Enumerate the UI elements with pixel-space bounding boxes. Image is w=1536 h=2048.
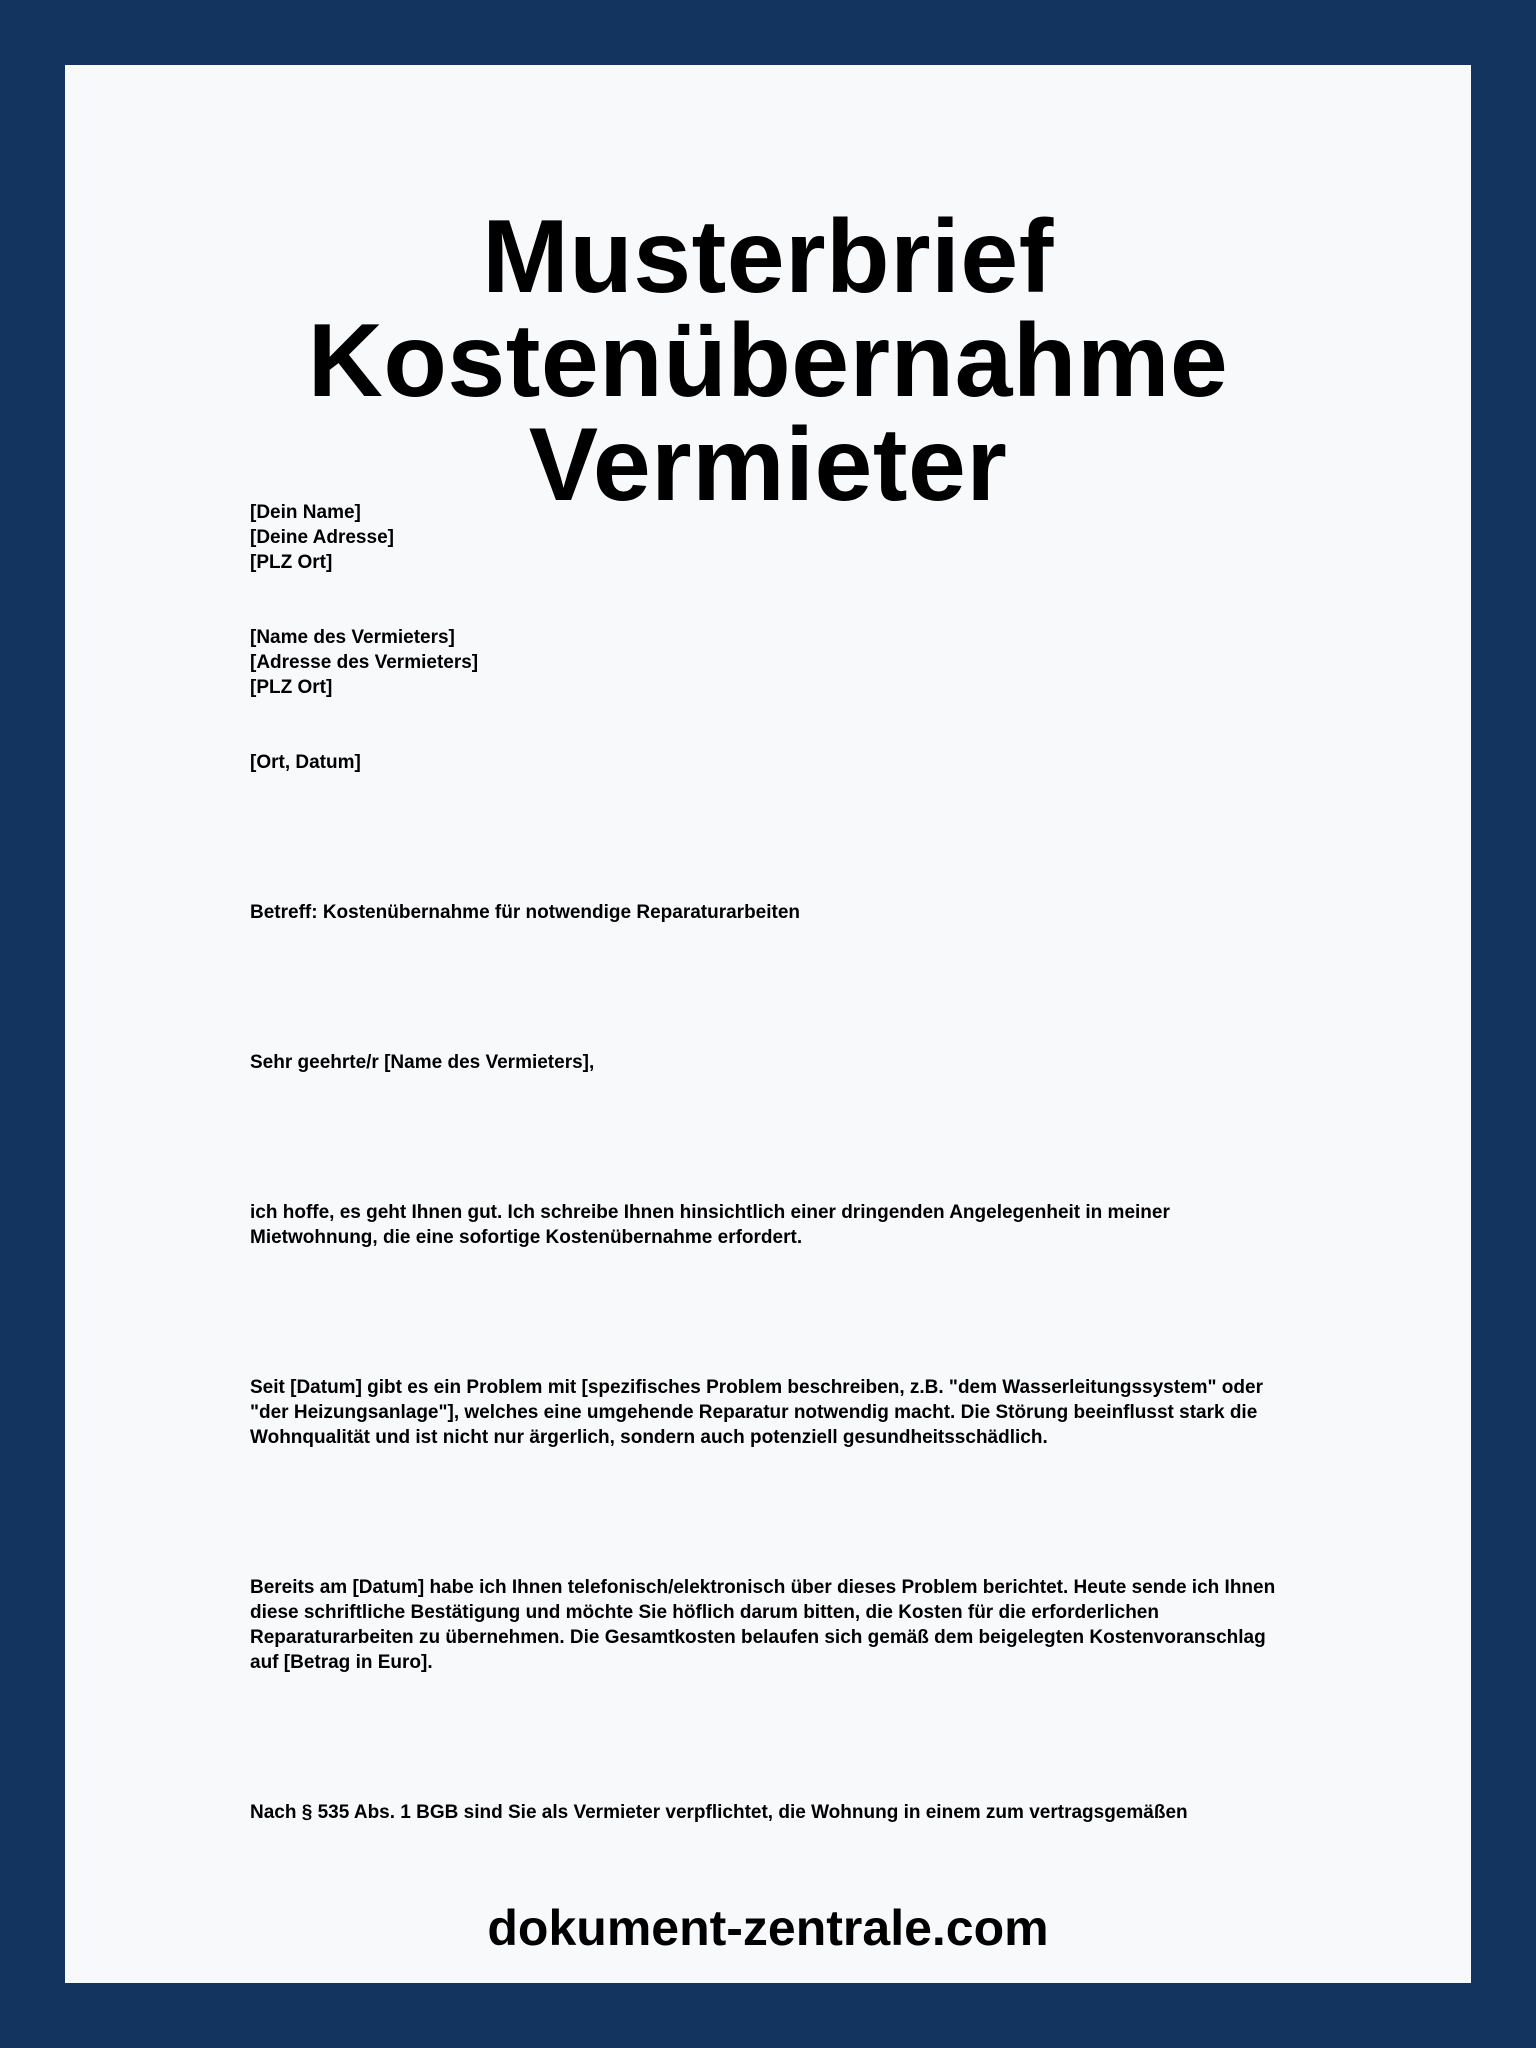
recipient-address xyxy=(250,625,1280,700)
footer-site: dokument-zentrale.com xyxy=(487,1900,1049,1956)
paragraph-2: Seit [Datum] gibt es ein Problem mit [spezifisches Problem beschreiben, z.B. "dem Wasserleitungssystem" oder "der Heizungsanlage"], welches eine umgehende Reparatur notwendig macht. Die Störung beeinflusst stark die Wohnqualität und ist nicht nur ärgerlich, sondern auch potenziell gesundheitsschädlich. xyxy=(250,1377,1263,1448)
subject-line: Betreff: Kostenübernahme für notwendige Reparaturarbeiten xyxy=(250,902,801,923)
salutation: Sehr geehrte/r [Name des Vermieters], xyxy=(250,1052,595,1073)
sender-address xyxy=(250,500,1280,575)
recipient-city: [PLZ Ort] xyxy=(250,677,333,698)
paragraph-1: ich hoffe, es geht Ihnen gut. Ich schreibe Ihnen hinsichtlich einer dringenden Angelegenheit in meiner Mietwohnung, die eine sofortige Kostenübernahme erfordert. xyxy=(250,1202,1170,1248)
recipient-street: [Adresse des Vermieters] xyxy=(250,652,479,673)
recipient-name: [Name des Vermieters] xyxy=(250,627,455,648)
place-date: [Ort, Datum] xyxy=(250,752,361,773)
sender-city: [PLZ Ort] xyxy=(250,552,333,573)
title-line-1: Musterbrief xyxy=(482,199,1054,315)
document-title xyxy=(65,199,1471,523)
document-page xyxy=(65,65,1471,1983)
paragraph-4: Nach § 535 Abs. 1 BGB sind Sie als Vermieter verpflichtet, die Wohnung in einem zum vertragsgemäßen xyxy=(250,1802,1188,1823)
sender-street: [Deine Adresse] xyxy=(250,527,394,548)
paragraph-3: Bereits am [Datum] habe ich Ihnen telefonisch/elektronisch über dieses Problem berichtet. Heute sende ich Ihnen diese schriftliche Bestätigung und möchte Sie höflich darum bitten, die Kosten für die erforderlichen Reparaturarbeiten zu übernehmen. Die Gesamtkosten belaufen sich gemäß dem beigelegten Kostenvoranschlag auf [Betrag in Euro]. xyxy=(250,1577,1276,1673)
sender-name: [Dein Name] xyxy=(250,502,361,523)
title-line-2: Kostenübernahme Vermieter xyxy=(307,303,1229,523)
